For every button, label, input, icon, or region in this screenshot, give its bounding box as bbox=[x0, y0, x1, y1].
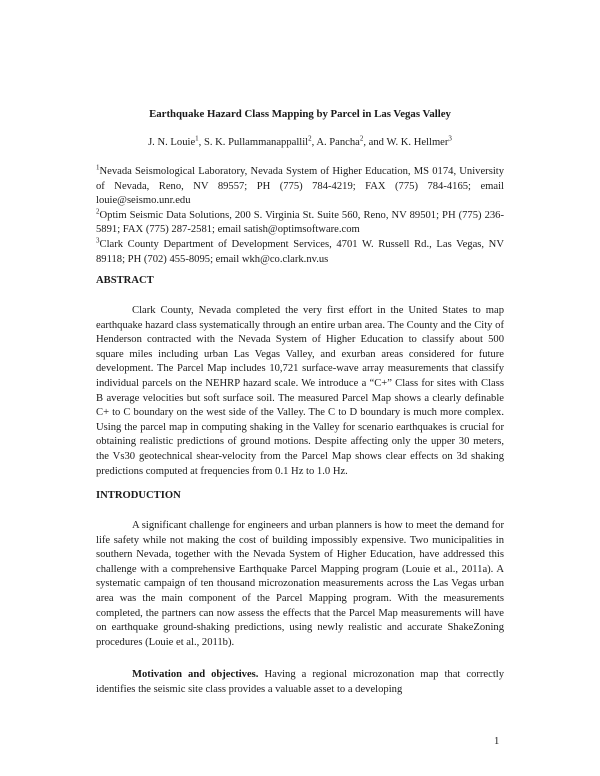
author: J. N. Louie bbox=[148, 137, 196, 148]
affiliations bbox=[96, 165, 504, 267]
author-list bbox=[60, 134, 540, 148]
motivation-paragraph bbox=[96, 668, 504, 697]
abstract-heading: ABSTRACT bbox=[96, 275, 154, 286]
introduction-paragraph: A significant challenge for engineers and urban planners is how to meet the demand for life safety while not making the cost of building impossibly expensive. Two municipalities in southern Nevada, together with the Nevada System of Higher Education, have addressed this challenge with a comprehensive Earthquake Parcel Mapping program (Louie et al., 2011a). A systematic campaign of ten thousand microzonation measurements across the Las Vegas urban area was the main component of the Parcel Mapping program. With the measurements completed, the partners can now assess the effects that the Parcel Map measurements will have on earthquake ground-shaking predictions, using newly realistic and accurate ShakeZoning procedures (Louie et al., 2011b). bbox=[96, 520, 504, 648]
page-number: 1 bbox=[494, 736, 500, 747]
introduction-heading: INTRODUCTION bbox=[96, 490, 181, 501]
author: A. Pancha bbox=[316, 137, 360, 148]
motivation-text: Having a regional microzonation map that correctly identifies the seismic site class provides a valuable asset to a developing bbox=[96, 669, 505, 695]
abstract-paragraph: Clark County, Nevada completed the very first effort in the United States to map earthquake hazard class systematically through an entire urban area. The County and the City of Henderson contracted with the Nevada System of Higher Education to classify about 500 square miles including urban Las Vegas Valley, and exurban areas considered for future development. The Parcel Map includes 10,721 surface-wave array measurements that classify individual parcels on the NEHRP hazard scale. We introduce a “C+” Class for sites with Class B average velocities but soft surface soil. The measured Parcel Map shows a clearly definable C+ to C boundary on the west side of the Valley. The C to D boundary is much more complex. Using the parcel map in computing shaking in the Valley for scenario earthquakes is crucial for obtaining realistic predictions of ground motions. Despite affecting only the upper 30 meters, the Vs30 geotechnical shear-velocity from the Parcel Map shows clear effects on 3d shaking predictions computed at frequencies from 0.1 Hz to 1.0 Hz. bbox=[96, 305, 504, 477]
affiliation-text: Clark County Department of Development Services, 4701 W. Russell Rd., Las Vegas, NV 89118; PH (702) 455-8095; email wkh@co.clark.nv.us bbox=[96, 238, 504, 265]
author: S. K. Pullammanappallil bbox=[203, 137, 309, 148]
author-separator: , bbox=[311, 137, 317, 148]
author: W. K. Hellmer bbox=[386, 137, 449, 148]
motivation-runin-heading: Motivation and objectives. bbox=[132, 669, 259, 680]
affiliation-number: 3 bbox=[96, 236, 100, 245]
affiliation-number: 1 bbox=[96, 163, 100, 172]
author-affiliation-mark: 2 bbox=[359, 134, 364, 143]
paper-title: Earthquake Hazard Class Mapping by Parcel in Las Vegas Valley bbox=[149, 108, 451, 120]
author-affiliation-mark: 1 bbox=[195, 134, 199, 143]
affiliation-text: Optim Seismic Data Solutions, 200 S. Virginia St. Suite 560, Reno, NV 89501; PH (775) 236-5891; FAX (775) 287-2581; email satish@optimsoftware.com bbox=[96, 209, 504, 236]
affiliation bbox=[96, 209, 504, 238]
affiliation-text: Nevada Seismological Laboratory, Nevada System of Higher Education, MS 0174, University of Nevada, Reno, NV 89557; PH (775) 784-4219; FAX (775) 784-4165; email louie@seismo.unr.edu bbox=[96, 166, 504, 207]
affiliation-number: 2 bbox=[96, 207, 100, 216]
author-affiliation-mark: 3 bbox=[448, 134, 452, 143]
author-separator: , bbox=[198, 137, 204, 148]
affiliation bbox=[96, 238, 504, 267]
author-affiliation-mark: 2 bbox=[308, 134, 312, 143]
author-separator: , and bbox=[363, 137, 387, 148]
affiliation bbox=[96, 165, 504, 209]
